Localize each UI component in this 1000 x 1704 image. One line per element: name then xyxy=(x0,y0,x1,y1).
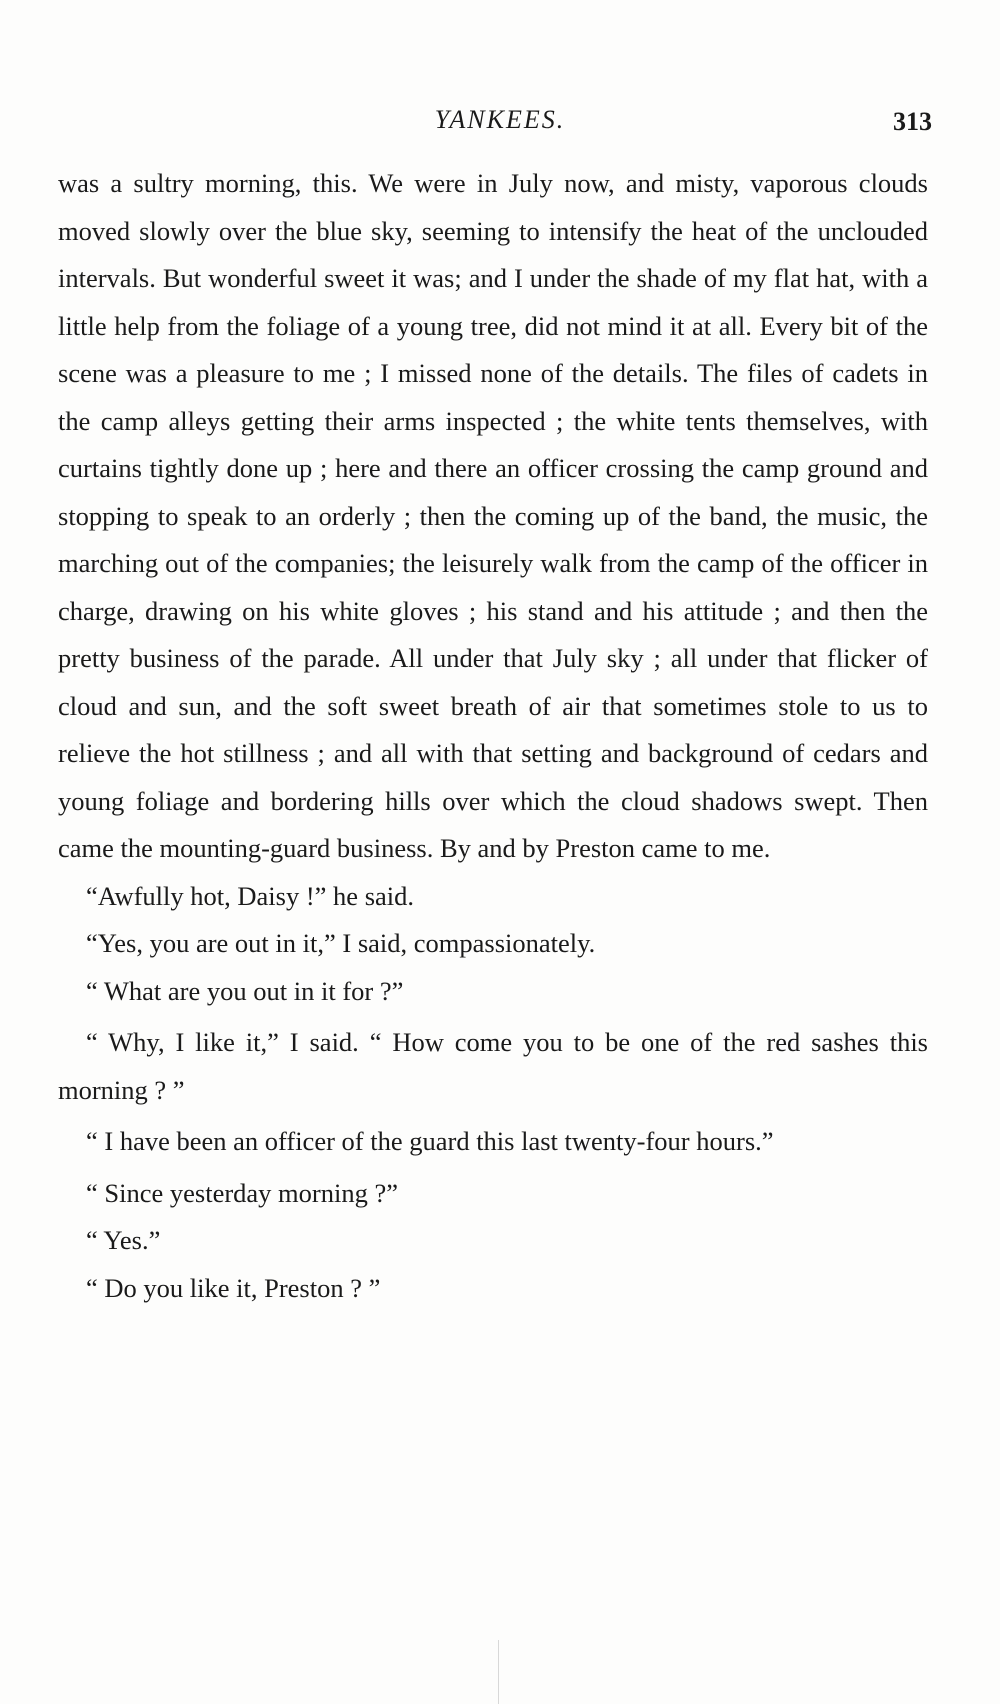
dialog-line: “Awfully hot, Daisy !” he said. xyxy=(86,880,415,911)
opening-paragraph: was a sultry morning, this. We were in July now, and misty, vaporous clouds moved slowly over the blue sky, seeming to intensify the heat of the unclouded intervals. But wonderful sweet it was; and I under the shade of my flat hat, with a little help from the foliage of a young tree, did not mind it at all. Every bit of the scene was a pleasure to me ; I missed none of the details. The files of cadets in the camp alleys getting their arms inspected ; the white tents themselves, with curtains tightly done up ; here and there an officer crossing the camp ground and stopping to speak to an orderly ; then the coming up of the band, the music, the marching out of the companies; the leisurely walk from the camp of the officer in charge, drawing on his white gloves ; his stand and his attitude ; and then the pretty business of the parade. All under that July sky ; all under that flicker of cloud and sun, and the soft sweet breath of air that sometimes stole to us to relieve the hot stillness ; and all with that setting and background of cedars and young foliage and bordering hills over which the cloud shadows swept. Then came the mounting-guard business. By and by Preston came to me. xyxy=(58,168,928,863)
dialog-line: “ Since yesterday morning ?” xyxy=(86,1177,398,1208)
dialog-line: “Yes, you are out in it,” I said, compassionately. xyxy=(86,928,596,958)
dialog-line: “ I have been an officer of the guard this last twenty-four hours.” xyxy=(86,1126,774,1156)
running-title: YANKEES. xyxy=(434,105,566,134)
dialog-line: “ Do you like it, Preston ? ” xyxy=(86,1272,381,1303)
page-number: 313 xyxy=(893,107,932,136)
scan-artifact-line xyxy=(498,1640,499,1704)
dialog-line: “ Yes.” xyxy=(86,1225,161,1255)
dialog-line: “ Why, I like it,” I said. “ How come you to be one of the red sashes this morning ? ” xyxy=(58,1027,928,1105)
running-header xyxy=(60,105,940,149)
dialog-line: “ What are you out in it for ?” xyxy=(86,975,404,1006)
page-text xyxy=(58,160,928,1312)
